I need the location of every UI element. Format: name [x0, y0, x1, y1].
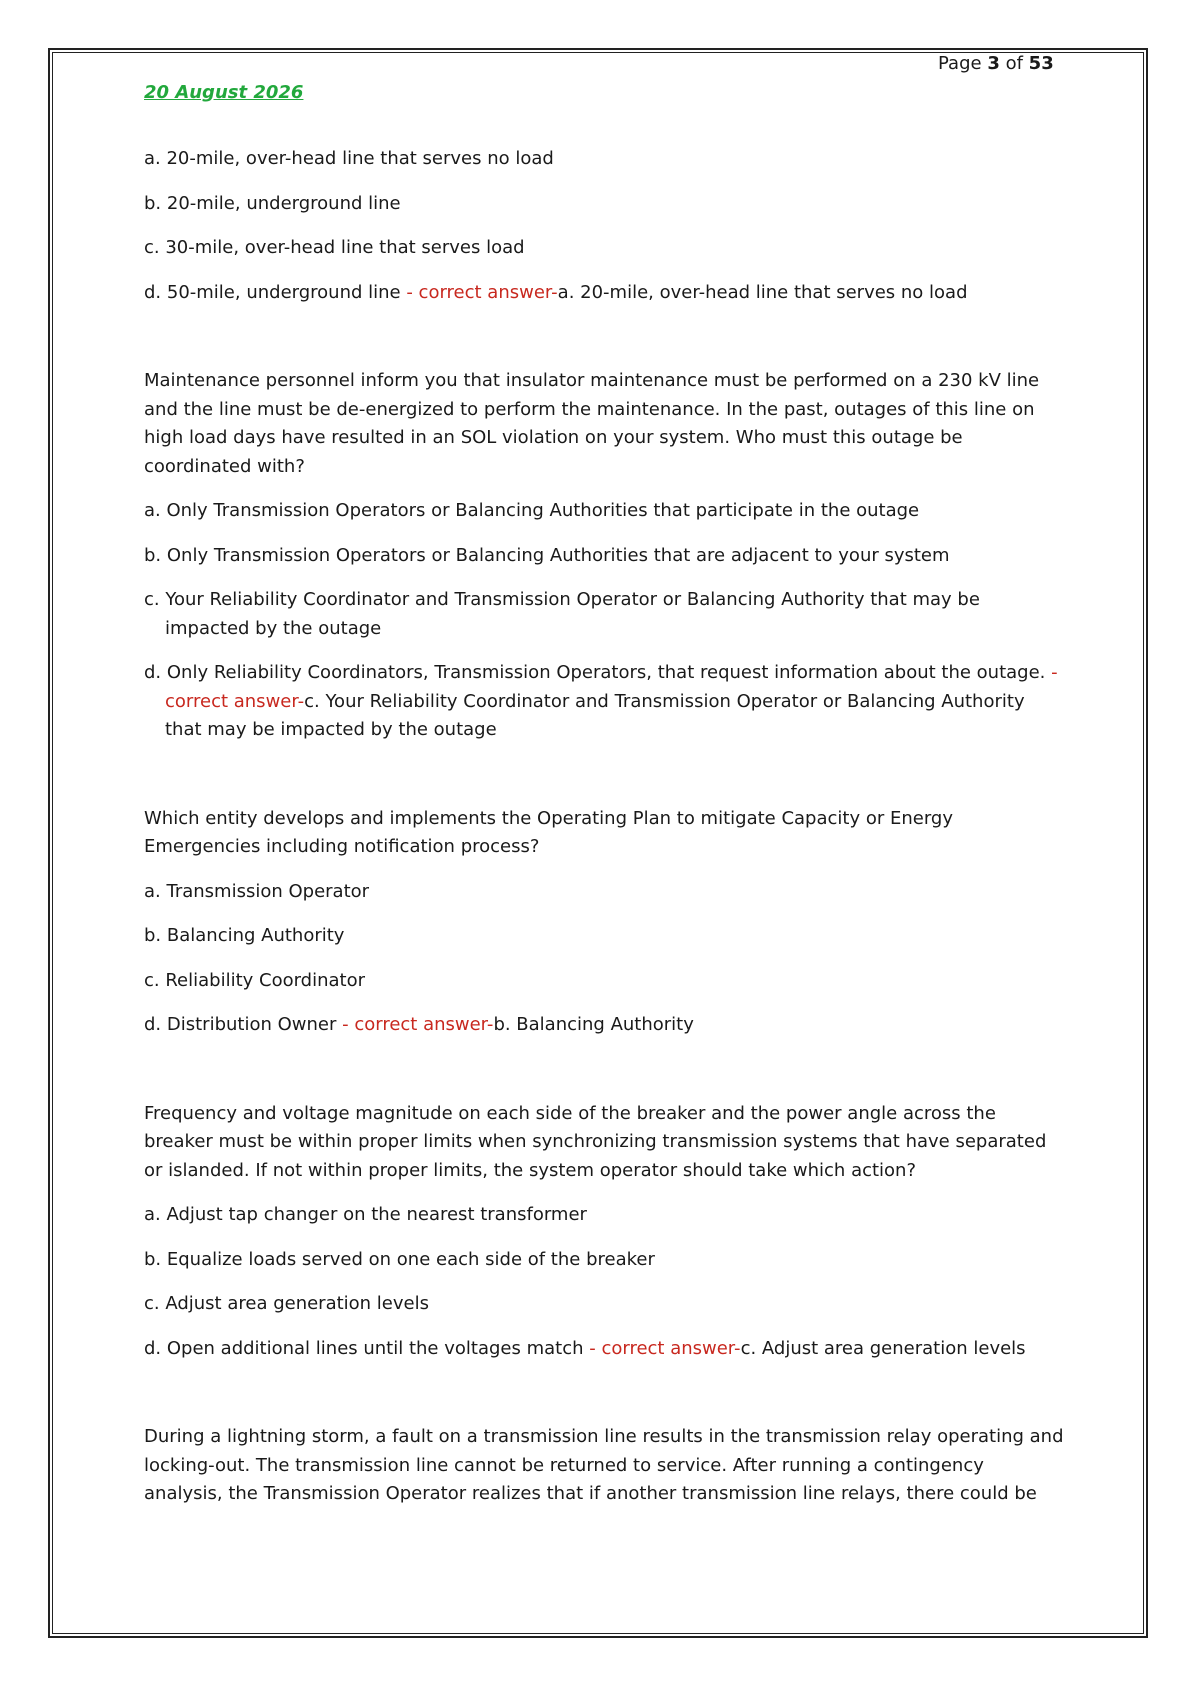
page-number: Page 3 of 53 [938, 53, 1054, 74]
correct-answer-marker: - correct answer- [165, 662, 1058, 712]
answer-option-with-key: d. Distribution Owner - correct answer-b. Balancing Authority [144, 1014, 694, 1035]
question-block [144, 145, 1064, 307]
question-text: Which entity develops and implements the Operating Plan to mitigate Capacity or Energy Emergencies including notification process? [144, 807, 953, 857]
answer-option: b. 20-mile, underground line [144, 192, 401, 214]
question-block [144, 1100, 1064, 1364]
answer-option-with-key: d. 50-mile, underground line - correct answer-a. 20-mile, over-head line that serves no load [144, 281, 968, 303]
correct-answer-marker: - correct answer- [406, 281, 558, 303]
document-body [144, 145, 1064, 1569]
answer-option: a. Adjust tap changer on the nearest transformer [144, 1204, 587, 1225]
answer-option: c. Adjust area generation levels [144, 1293, 429, 1314]
document-date: 20 August 2026 [144, 82, 304, 103]
correct-answer-text: c. Your Reliability Coordinator and Transmission Operator or Balancing Authority that may be impacted by the outage [165, 690, 1025, 740]
answer-option: c. Your Reliability Coordinator and Transmission Operator or Balancing Authority that may be impacted by the outage [144, 589, 980, 639]
correct-answer-text: a. 20-mile, over-head line that serves no load [557, 281, 968, 303]
answer-option: a. 20-mile, over-head line that serves no load [144, 148, 554, 169]
answer-option: b. Balancing Authority [144, 925, 345, 946]
question-block [144, 805, 1064, 1040]
answer-option: b. Equalize loads served on one each side of the breaker [144, 1248, 655, 1270]
correct-answer-text: b. Balancing Authority [493, 1014, 694, 1035]
question-text: During a lightning storm, a fault on a transmission line results in the transmission relay operating and locking-out. The transmission line cannot be returned to service. After running a contingency analysis, the Transmission Operator realizes that if another transmission line relays, there could be [144, 1426, 1064, 1504]
question-block [144, 1423, 1064, 1509]
question-text: Frequency and voltage magnitude on each side of the breaker and the power angle across the breaker must be within proper limits when synchronizing transmission systems that have separated or islanded. If not within proper limits, the system operator should take which action? [144, 1102, 1047, 1181]
correct-answer-text: c. Adjust area generation levels [740, 1337, 1026, 1359]
correct-answer-marker: - correct answer- [342, 1014, 494, 1035]
correct-answer-marker: - correct answer- [589, 1337, 741, 1359]
answer-option: b. Only Transmission Operators or Balancing Authorities that are adjacent to your system [144, 544, 950, 566]
question-text: Maintenance personnel inform you that insulator maintenance must be performed on a 230 kV line and the line must be de-energized to perform the maintenance. In the past, outages of this line on high load days have resulted in an SOL violation on your system. Who must this outage be coordinated with? [144, 370, 1040, 477]
answer-option: c. 30-mile, over-head line that serves load [144, 237, 525, 258]
answer-option: a. Only Transmission Operators or Balancing Authorities that participate in the outage [144, 500, 920, 521]
answer-option-with-key: d. Only Reliability Coordinators, Transmission Operators, that request information about the outage. - correct answer-c. Your Reliability Coordinator and Transmission Operator or Balancing Authority that may be impacted by the outage [144, 662, 1058, 740]
answer-option: c. Reliability Coordinator [144, 969, 366, 991]
answer-option-with-key: d. Open additional lines until the voltages match - correct answer-c. Adjust area generation levels [144, 1337, 1026, 1359]
answer-option: a. Transmission Operator [144, 880, 370, 902]
question-block [144, 367, 1064, 745]
